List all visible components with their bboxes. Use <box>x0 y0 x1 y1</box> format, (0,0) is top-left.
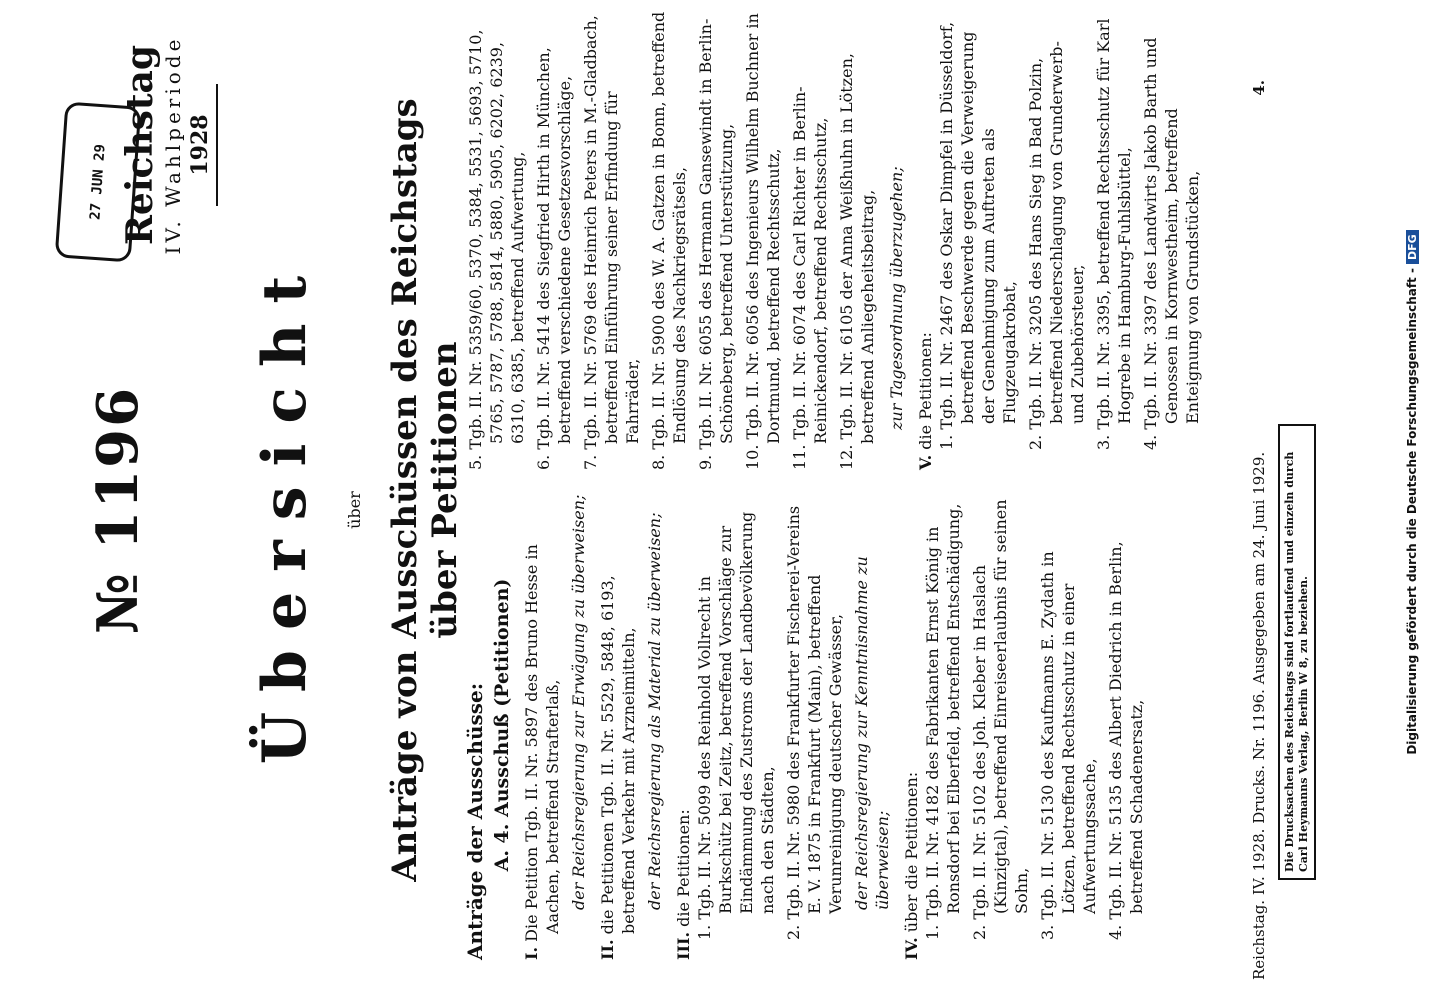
wahlperiode: IV. Wahlperiode <box>161 35 185 255</box>
section-text: Die Petition Tgb. II. Nr. 5897 des Bruno Hesse in Aachen, betreffend Strafterlaß, <box>522 544 562 942</box>
credit-text: Digitalisierung gefördert durch die Deutsche Forschungsgemeinschaft - <box>1405 268 1419 755</box>
petition-item: 8. Tgb. II. Nr. 5900 des W. A. Gatzen in Bonn, betreffend Endlösung des Nachkriegsrätsels, <box>649 11 689 470</box>
decision: zur Tagesordnung überzugehen; <box>887 166 906 430</box>
section-text: die Petitionen Tgb. II. Nr. 5529, 5848, 6193, betreffend Verkehr mit Arzneimitteln, <box>598 575 638 935</box>
section-intro: die Petitionen: <box>674 809 693 927</box>
ueber-word: über <box>345 491 364 529</box>
footer-line <box>1250 20 1268 980</box>
right-column <box>465 10 1208 470</box>
document-subtitle: Anträge von Ausschüssen des Reichstags über Petitionen <box>385 98 465 882</box>
petition-item: 9. Tgb. II. Nr. 6055 des Hermann Gansewindt in Berlin-Schöneberg, betreffend Unterstützung, <box>696 18 736 470</box>
digitization-credit <box>1405 5 1419 980</box>
petition-item: 5. Tgb. II. Nr. 5359/60, 5370, 5384, 5531, 5693, 5710, 5765, 5787, 5788, 5814, 5880, 5905, 6202, 6239, 6310, 6385, betreffend Aufwertung, <box>466 29 527 470</box>
reichstag-title: Reichstag <box>119 45 161 245</box>
recommendation: der Reichsregierung zur Erwägung zu überweisen; <box>569 494 588 910</box>
petition-item: 1. Tgb. II. Nr. 2467 des Oskar Dimpfel in Düsseldorf, betreffend Beschwerde gegen die Verweigerung der Genehmigung zum Auftreten als Flugzeugakrobat, <box>937 21 1019 450</box>
petition-item: 12. Tgb. II. Nr. 6105 der Anna Weißhuhn in Lötzen, betreffend Anliegeheitsbeitrag, <box>837 53 877 470</box>
section-iii <box>673 490 893 960</box>
petition-item: 1. Tgb. II. Nr. 5099 des Reinhold Vollrecht in Burkschütz bei Zeitz, betreffend Vorschläge zur Eindämmung des Zustroms der Landbevölkerung nach den Städten, <box>695 511 777 940</box>
committee-heading: A. 4. Ausschuß (Petitionen) <box>491 578 513 872</box>
section-label: I. <box>522 946 541 960</box>
petition-item: 4. Tgb. II. Nr. 3397 des Landwirts Jakob Barth und Genossen in Kornwestheim, betreffend Enteignung von Grundstücken, <box>1141 37 1202 450</box>
left-column <box>465 490 1152 960</box>
section-label: IV. <box>902 937 921 960</box>
petition-item: 2. Tgb. II. Nr. 5980 des Frankfurter Fischerei-Vereins E. V. 1875 in Frankfurt (Main), betreffend Verunreinigung deutscher Gewässer, <box>784 505 845 940</box>
petition-item: 3. Tgb. II. Nr. 5130 des Kaufmanns E. Zydath in Lötzen, betreffend Rechtsschutz in einer Aufwertungssache, <box>1038 551 1099 940</box>
petition-item: 2. Tgb. II. Nr. 5102 des Joh. Kleber in Haslach (Kinzigtal), betreffend Einreiseerlaubnis für seinen Sohn, <box>970 499 1031 940</box>
petition-item: 10. Tgb. II. Nr. 6056 des Ingenieurs Wilhelm Buchner in Dortmund, betreffend Rechtsschutz, <box>743 13 783 470</box>
footer-mark: 4. <box>1250 80 1268 96</box>
section-intro: die Petitionen: <box>916 332 935 450</box>
petition-item: 1. Tgb. II. Nr. 4182 des Fabrikanten Ernst König in Ronsdorf bei Elberfeld, betreffend Entschädigung, <box>923 503 963 940</box>
petition-item: 6. Tgb. II. Nr. 5414 des Siegfried Hirth in München, betreffend verschiedene Gesetzesvorschläge, <box>534 47 574 470</box>
document-number: № 1196 <box>85 385 151 635</box>
recommendation: der Reichsregierung zur Kenntnisnahme zu überweisen; <box>852 556 892 910</box>
section-intro: über die Petitionen: <box>902 771 921 933</box>
petition-item: 4. Tgb. II. Nr. 5135 des Albert Diedrich in Berlin, betreffend Schadenersatz, <box>1106 541 1146 940</box>
column-heading: Anträge der Ausschüsse: <box>463 682 487 960</box>
footer-text: Reichstag. IV. 1928. Drucks. Nr. 1196. Ausgegeben am 24. Juni 1929. <box>1250 451 1268 980</box>
stamp-date: 27 JUN 29 <box>55 102 142 263</box>
section-ii <box>597 490 665 960</box>
petition-item: 11. Tgb. II. Nr. 6074 des Carl Richter in Berlin-Reinickendorf, betreffend Rechtsschutz, <box>790 86 830 470</box>
section-label: V. <box>916 454 935 470</box>
main-title: Übersicht <box>250 255 320 765</box>
petition-item: 7. Tgb. II. Nr. 5769 des Heinrich Peters in M.-Gladbach, betreffend Einführung seiner Erfindung für Fahrräder, <box>581 15 642 470</box>
dfg-logo: DFG <box>1406 230 1419 264</box>
section-iv <box>901 490 1147 960</box>
reichstag-header <box>120 25 218 265</box>
petition-item: 2. Tgb. II. Nr. 3205 des Hans Sieg in Bad Polzin, betreffend Niederschlagung von Grunderwerb- und Zubehörsteuer, <box>1026 41 1087 450</box>
petition-item: 3. Tgb. II. Nr. 3395, betreffend Rechtsschutz für Karl Hogrebe in Hamburg-Fuhlsbüttel, <box>1094 18 1134 450</box>
year: 1928 <box>186 84 218 205</box>
footer-notice: Die Drucksachen des Reichstags sind fortlaufend und einzeln durch Carl Heymanns Verlag, Berlin W 8, zu beziehen. <box>1278 424 1316 880</box>
section-label: II. <box>598 939 617 960</box>
section-i <box>521 490 589 960</box>
recommendation: der Reichsregierung als Material zu überweisen; <box>645 512 664 910</box>
section-label: III. <box>674 931 693 960</box>
section-v <box>915 10 1203 470</box>
